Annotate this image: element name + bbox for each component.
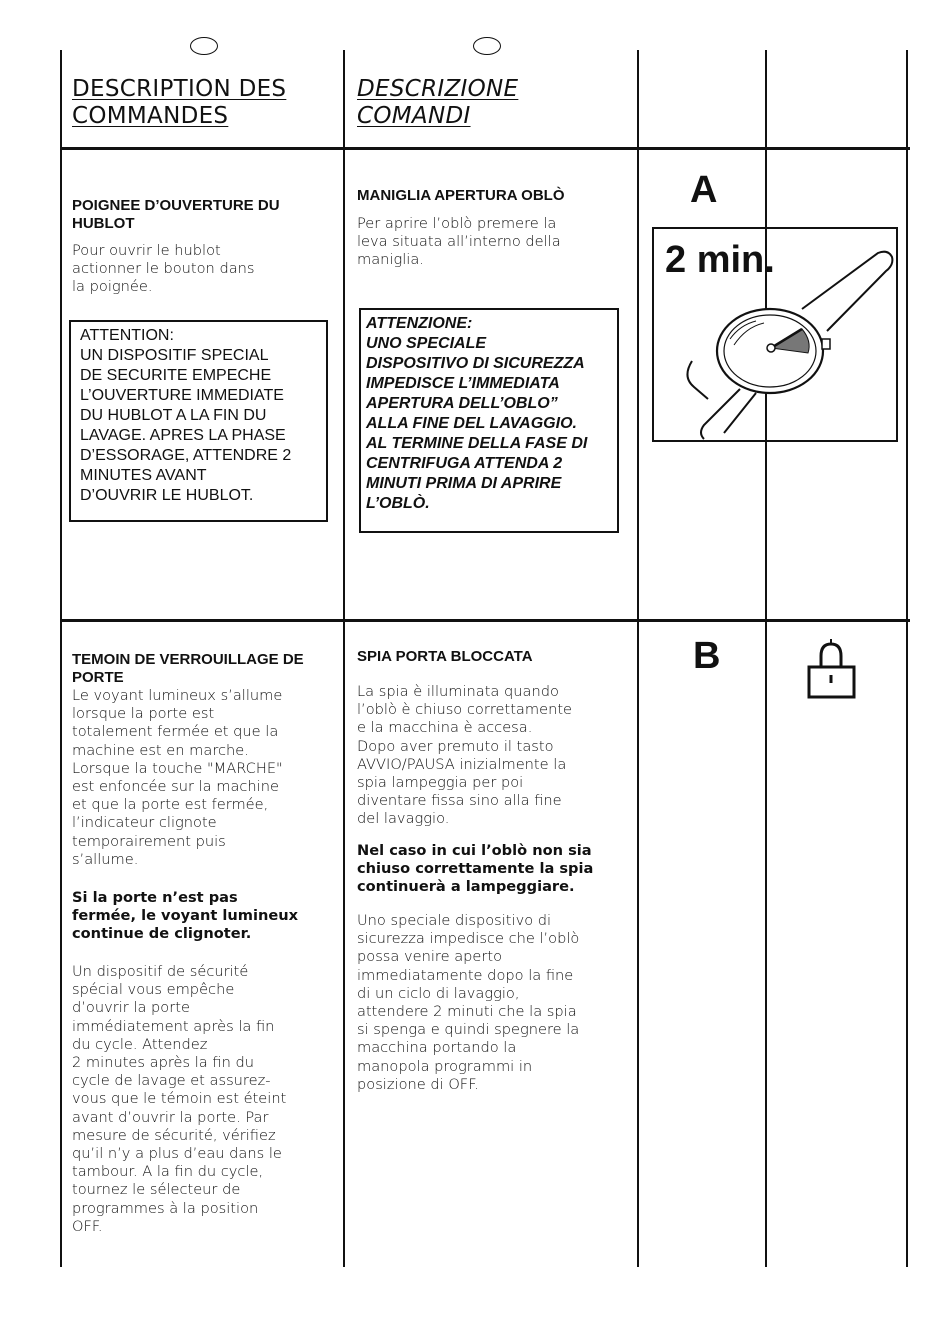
column-divider-left: [60, 50, 62, 1267]
column-divider-right: [906, 50, 908, 1267]
padlock-icon: [804, 637, 860, 701]
section-a-title-fr: POIGNEE D’OUVERTURE DU HUBLOT: [72, 197, 280, 232]
language-flag-fr: [190, 37, 218, 55]
section-b-title-fr: TEMOIN DE VERROUILLAGE DE PORTE: [72, 651, 304, 686]
section-b-body2-it: Uno speciale dispositivo di sicurezza impedisce che l’oblò possa venire aperto immediatamente dopo la fine di un ciclo di lavaggio, attendere 2 minuti che la spia si spenga e quindi spegnere la macchina portando la manopola programmi in posizione di OFF.: [357, 912, 580, 1093]
section-rule: [62, 619, 910, 622]
watch-timer-icon: [652, 227, 898, 442]
section-b-letter: B: [693, 635, 721, 677]
language-flag-it: [473, 37, 501, 55]
section-a-warning-it: ATTENZIONE: UNO SPECIALE DISPOSITIVO DI SICUREZZA IMPEDISCE L’IMMEDIATA APERTURA DELL’OBLO” ALLA FINE DEL LAVAGGIO. AL TERMINE DELLA FASE DI CENTRIFUGA ATTENDA 2 MINUTI PRIMA DI APRIRE L’OBLÒ.: [359, 308, 619, 533]
section-a-letter: A: [690, 169, 718, 211]
section-b-body1-it: La spia è illuminata quando l’oblò è chiuso correttamente e la macchina è accesa. Dopo aver premuto il tasto AVVIO/PAUSA inizialmente la spia lampeggia per poi diventare fissa sino alla fine del lavaggio.: [357, 683, 573, 828]
section-a-warning-fr: ATTENTION: UN DISPOSITIF SPECIAL DE SECURITE EMPECHE L’OUVERTURE IMMEDIATE DU HUBLOT A LA FIN DU LAVAGE. APRES LA PHASE D’ESSORAGE, ATTENDRE 2 MINUTES AVANT D’OUVRIR LE HUBLOT.: [69, 320, 328, 522]
section-a-body-it: Per aprire l’oblò premere la leva situata all’interno della maniglia.: [357, 215, 561, 269]
column-divider-fr-it: [343, 50, 345, 1267]
header-rule: [62, 147, 910, 150]
section-a-body-fr: Pour ouvrir le hublot actionner le bouton dans la poignée.: [72, 242, 255, 296]
heading-fr: DESCRIPTION DES COMMANDES: [72, 76, 287, 129]
section-a-title-it: MANIGLIA APERTURA OBLÒ: [357, 187, 565, 204]
section-b-body2-fr: Un dispositif de sécurité spécial vous empêche d’ouvrir la porte immédiatement après la fin du cycle. Attendez 2 minutes après la fin du cycle de lavage et assurez- vous que le témoin est éteint avant d’ouvrir la porte. Par mesure de sécurité, vérifiez qu’il n’y a plus d’eau dans le tambour. A la fin du cycle, tournez le sélecteur de programmes à la position OFF.: [72, 963, 287, 1235]
column-divider-it-image: [637, 50, 639, 1267]
timer-label: 2 min.: [665, 239, 775, 281]
heading-it: DESCRIZIONE COMANDI: [357, 76, 519, 129]
section-b-body1-fr: Le voyant lumineux s’allume lorsque la porte est totalement fermée et que la machine est en marche. Lorsque la touche "MARCHE" est enfoncée sur la machine et que la porte est fermée, l’indicateur clignote temporairement puis s’allume.: [72, 687, 283, 868]
section-b-title-it: SPIA PORTA BLOCCATA: [357, 648, 533, 665]
section-b-bold-it: Nel caso in cui l’oblò non sia chiuso correttamente la spia continuerà a lampeggiare.: [357, 842, 594, 896]
section-b-bold-fr: Si la porte n’est pas fermée, le voyant lumineux continue de clignoter.: [72, 889, 299, 943]
